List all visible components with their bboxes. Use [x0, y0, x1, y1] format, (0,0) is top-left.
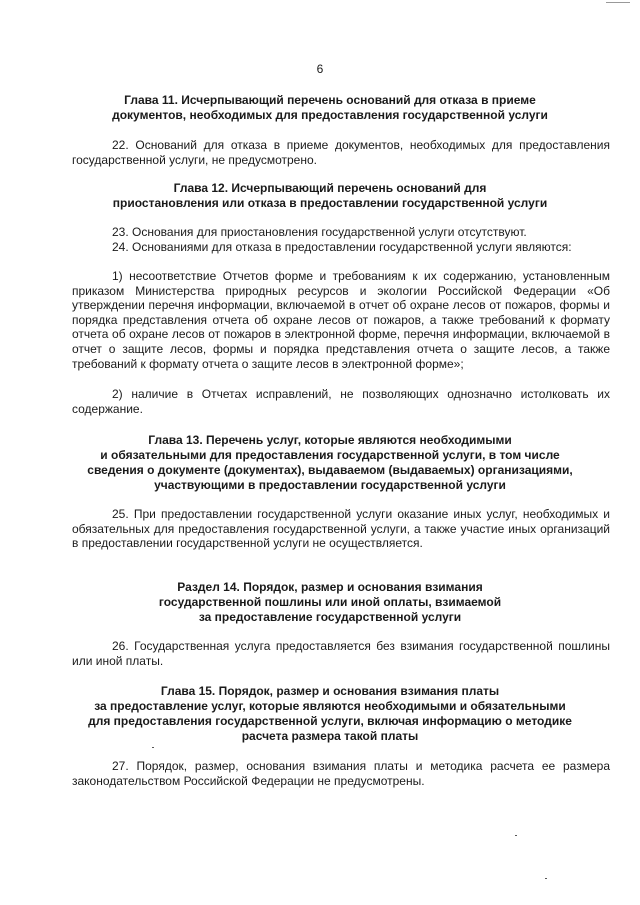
heading-line: сведения о документе (документах), выдаваемом (выдаваемых) организациями,	[87, 463, 573, 477]
heading-line: Глава 12. Исчерпывающий перечень оснований для	[173, 181, 487, 195]
heading-line: за предоставление государственной услуги	[198, 610, 462, 624]
heading-line: Раздел 14. Порядок, размер и основания взимания	[177, 580, 483, 594]
heading-line: расчета размера такой платы	[241, 729, 419, 743]
heading-line: Глава 13. Перечень услуг, которые являются необходимыми	[148, 433, 512, 447]
heading-line: Глава 11. Исчерпывающий перечень оснований для отказа в приеме	[124, 93, 536, 107]
scan-speck	[545, 878, 547, 879]
page-number: 6	[316, 62, 324, 76]
heading-line: документов, необходимых для предоставления государственной услуги	[112, 108, 548, 122]
heading-line: приостановления или отказа в предоставлении государственной услуги	[112, 196, 548, 210]
heading-line: Глава 15. Порядок, размер и основания взимания платы	[160, 684, 500, 698]
chapter-11-heading	[60, 93, 600, 123]
heading-line: государственной пошлины или иной оплаты, взимаемой	[158, 595, 502, 609]
list-item-1: 1) несоответствие Отчетов форме и требованиям к их содержанию, установленным приказом Министерства природных ресурсов и экологии Российской Федерации «Об утверждении перечня информации, включаемой в отчет об охране лесов от пожаров, формы и порядка представления отчета об охране лесов от пожаров, а также требований к формату отчета об охране лесов от пожаров в электронной форме, перечня информации, включаемой в отчет о защите лесов, формы и порядка представления отчета о защите лесов, а также требований к формату отчета о защите лесов в электронной форме»;	[72, 269, 610, 371]
list-item-2: 2) наличие в Отчетах исправлений, не позволяющих однозначно истолковать их содержание.	[72, 387, 610, 416]
scan-speck	[152, 747, 154, 748]
heading-line: и обязательными для предоставления государственной услуги, в том числе	[100, 448, 560, 462]
chapter-15-heading	[60, 684, 600, 744]
paragraph-25: 25. При предоставлении государственной услуги оказание иных услуг, необходимых и обязательных для предоставления государственной услуги, а также участие иных организаций в предоставлении государственной услуги не осуществляется.	[72, 507, 610, 551]
section-14-heading	[60, 580, 600, 625]
paragraph-26: 26. Государственная услуга предоставляется без взимания государственной пошлины или иной платы.	[72, 639, 610, 668]
heading-line: участвующими в предоставлении государственной услуги	[154, 478, 506, 492]
scan-speck	[515, 835, 517, 836]
heading-line: для предоставления государственной услуги, включая информацию о методике	[88, 714, 572, 728]
heading-line: за предоставление услуг, которые являются необходимыми и обязательными	[94, 699, 566, 713]
paragraph-23: 23. Основания для приостановления государственной услуги отсутствуют.	[112, 225, 527, 239]
paragraph-24: 24. Основаниями для отказа в предоставлении государственной услуги являются:	[112, 240, 572, 254]
chapter-13-heading	[60, 433, 600, 493]
scan-mark	[606, 2, 630, 3]
paragraph-27: 27. Порядок, размер, основания взимания платы и методика расчета ее размера законодательством Российской Федерации не предусмотрены.	[72, 759, 610, 788]
paragraph-22: 22. Оснований для отказа в приеме документов, необходимых для предоставления государственной услуги, не предусмотрено.	[72, 138, 610, 167]
chapter-12-heading	[60, 181, 600, 211]
